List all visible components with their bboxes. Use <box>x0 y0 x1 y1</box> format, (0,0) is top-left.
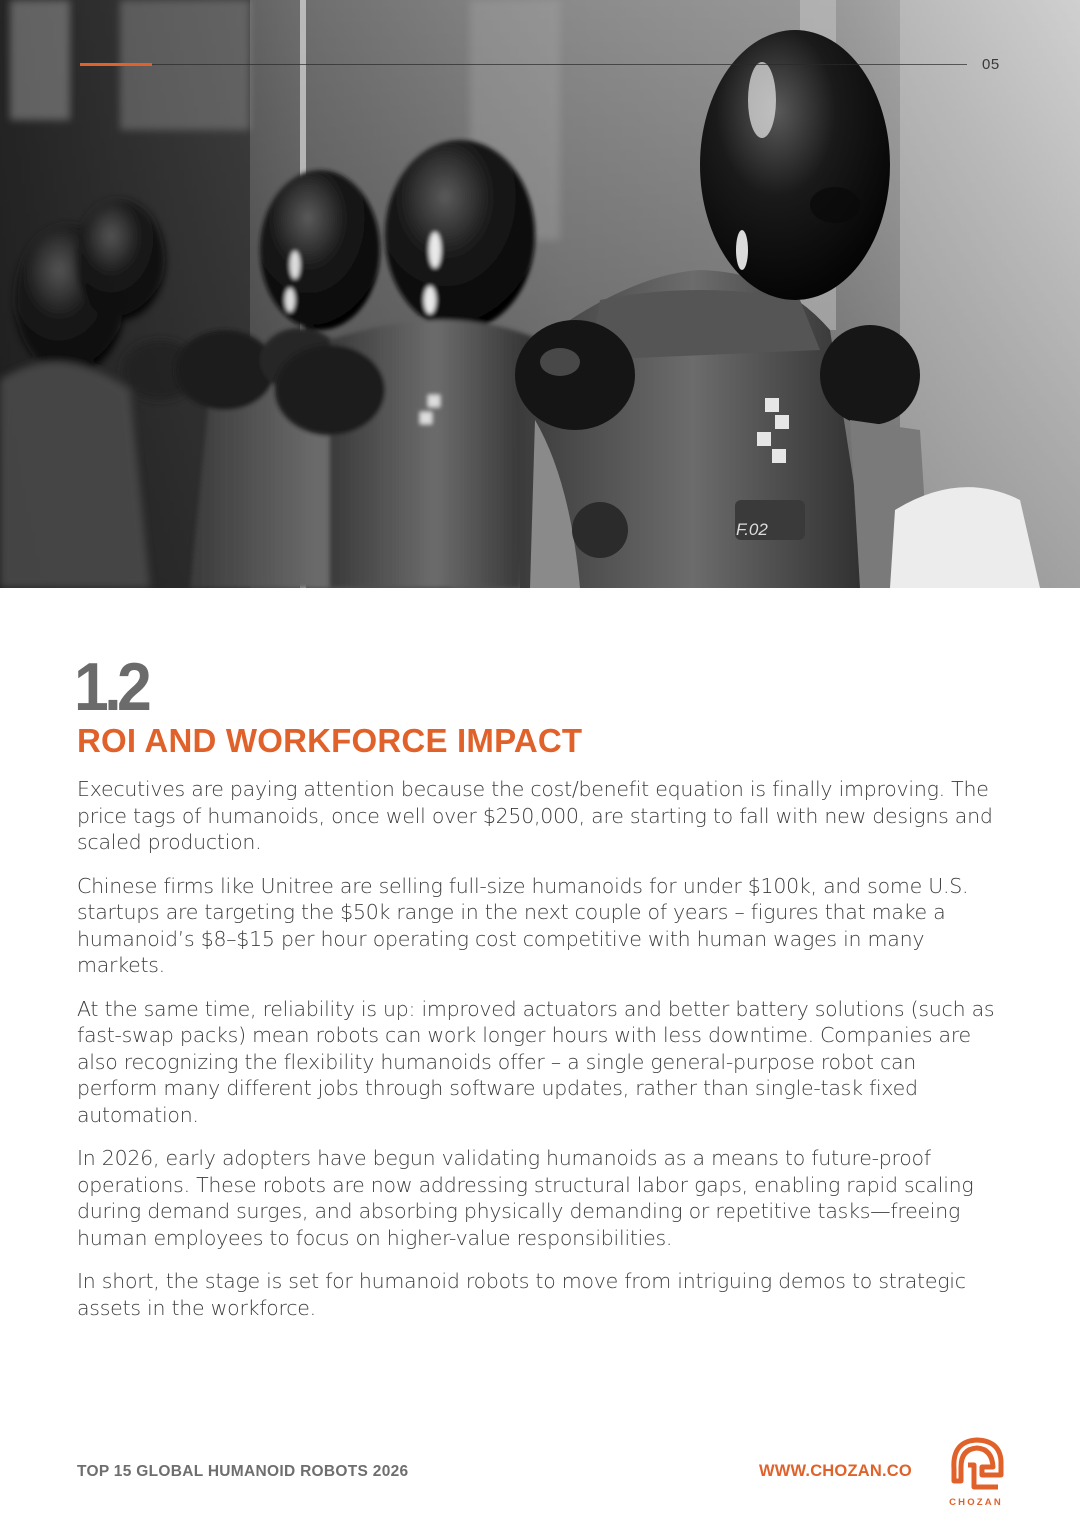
paragraph: At the same time, reliability is up: improved actuators and better battery solutions (such as fast-swap packs) mean robots can work longer hours with less downtime. Companies are also recognizing the flexibility humanoids offer – a single general-purpose robot can perform many different jobs through software updates, rather than single-task fixed automation. <box>77 996 995 1127</box>
paragraph: In 2026, early adopters have begun validating humanoids as a means to future-proof operations. These robots are now addressing structural labor gaps, enabling rapid scaling during demand surges, and absorbing physically demanding or repetitive tasks—freeing human employees to focus on higher-value responsibilities. <box>77 1146 974 1250</box>
section-number: 1.2 <box>74 649 148 725</box>
header-accent-bar <box>80 63 152 66</box>
body-text <box>77 776 1002 1338</box>
robots-illustration <box>0 0 1080 588</box>
paragraph: Executives are paying attention because the cost/benefit equation is finally improving. The price tags of humanoids, once well over $250,000, are starting to fall with new designs and scaled production. <box>77 777 993 854</box>
page-number: 05 <box>982 56 1000 73</box>
robot-chest-label: F.02 <box>736 520 768 539</box>
paragraph: In short, the stage is set for humanoid robots to move from intriguing demos to strategic assets in the workforce. <box>77 1269 966 1320</box>
logo-wordmark: CHOZAN <box>949 1497 1003 1508</box>
helmet-logo-icon <box>946 1435 1008 1495</box>
hero-photo-humanoid-robots <box>0 0 1080 588</box>
paragraph: Chinese firms like Unitree are selling full-size humanoids for under $100k, and some U.S. startups are targeting the $50k range in the next couple of years – figures that make a humanoid’s $8–$15 per hour operating cost competitive with human wages in many markets. <box>77 873 969 977</box>
section-title: ROI AND WORKFORCE IMPACT <box>77 722 583 759</box>
footer-report-title: TOP 15 GLOBAL HUMANOID ROBOTS 2026 <box>77 1463 409 1480</box>
footer-website-link[interactable]: WWW.CHOZAN.CO <box>759 1462 912 1480</box>
header-divider-line <box>152 64 967 65</box>
chozan-logo <box>940 1435 1012 1513</box>
